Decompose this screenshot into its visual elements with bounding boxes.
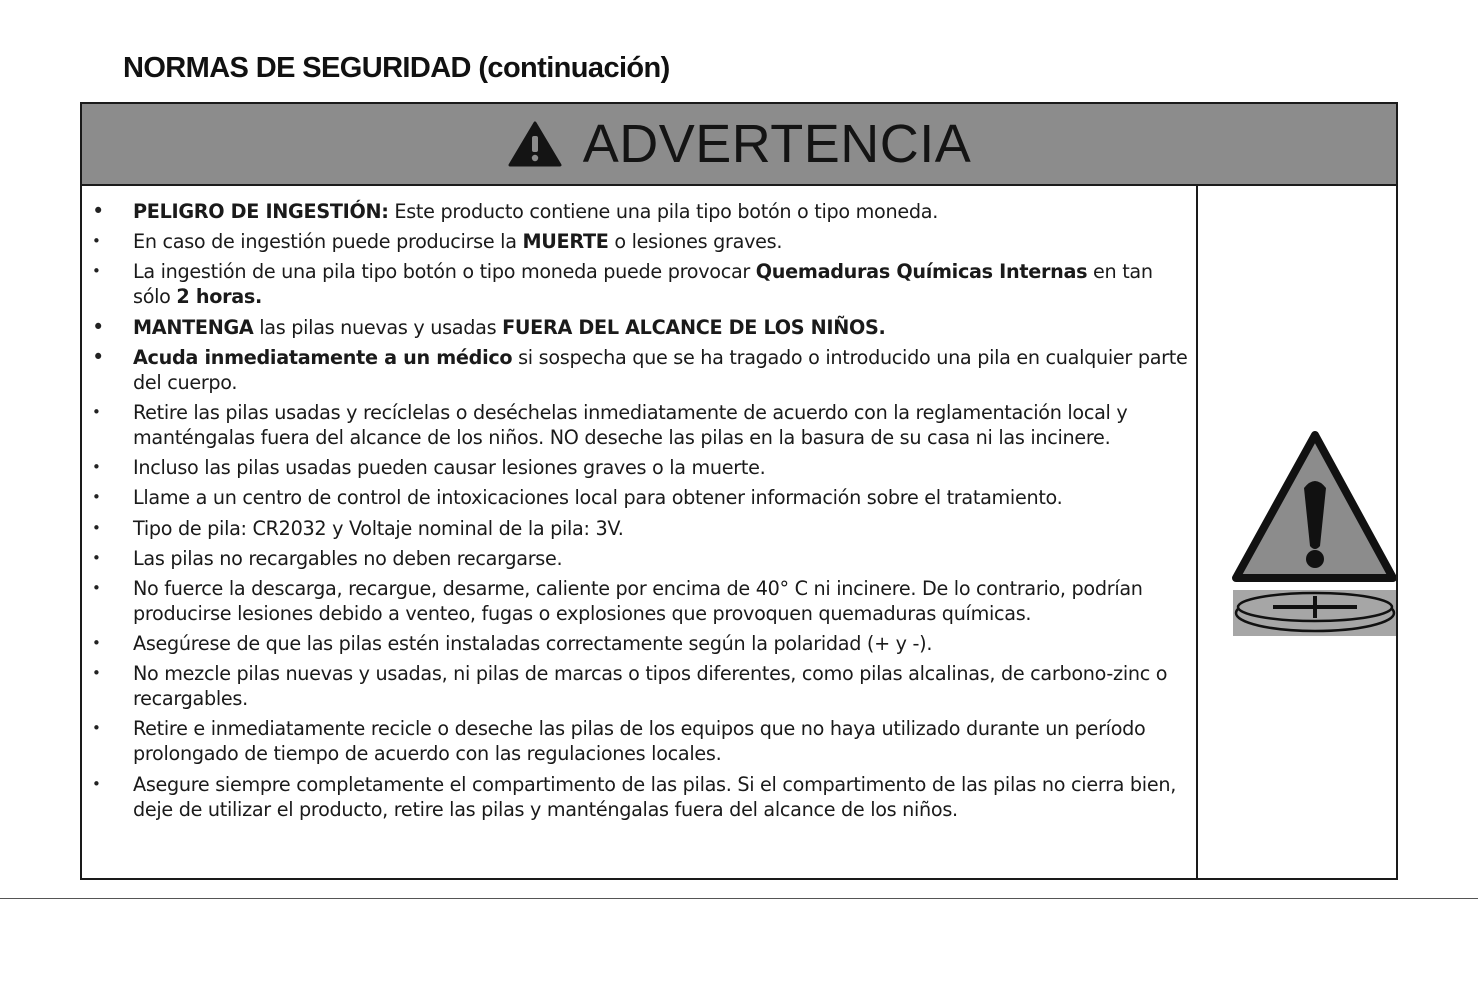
emphasis-text: 2 horas. — [176, 285, 262, 309]
coin-battery-warning-icon — [1198, 186, 1396, 878]
item-text: Tipo de pila: CR2032 y Voltaje nominal de la pila: 3V. — [133, 516, 624, 540]
warning-triangle-icon — [507, 116, 563, 172]
warning-list-item — [82, 259, 1196, 309]
item-text: en tan sólo — [133, 260, 1153, 309]
item-text: No mezcle pilas nuevas y usadas, ni pilas de marcas o tipos diferentes, como pilas alcalinas, de carbono-zinc o recargables. — [133, 662, 1168, 711]
item-text: Llame a un centro de control de intoxicaciones local para obtener información sobre el tratamiento. — [133, 486, 1063, 510]
item-text: o lesiones graves. — [608, 230, 783, 254]
warning-list-item — [82, 716, 1196, 766]
item-text: Asegure siempre completamente el compartimento de las pilas. Si el compartimento de las pilas no cierra bien, deje de utilizar el producto, retire las pilas y manténgalas fuera del alcance de los niños. — [133, 772, 1176, 821]
emphasis-text: MANTENGA — [133, 315, 254, 339]
item-text: Retire e inmediatamente recicle o deseche las pilas de los equipos que no haya utilizado durante un período prolongado de tiempo de acuerdo con las regulaciones locales. — [133, 717, 1146, 766]
page-bottom-rule — [0, 898, 1478, 899]
warning-title: ADVERTENCIA — [582, 114, 972, 174]
warning-list-item — [82, 631, 1196, 656]
warning-list-item — [82, 546, 1196, 571]
warning-list-item — [82, 345, 1196, 395]
item-text: Retire las pilas usadas y recíclelas o deséchelas inmediatamente de acuerdo con la reglamentación local y manténgalas fuera del alcance de los niños. NO deseche las pilas en la basura de su casa ni las incinere. — [133, 400, 1128, 449]
section-title: NORMAS DE SEGURIDAD (continuación) — [123, 52, 670, 84]
item-text: Incluso las pilas usadas pueden causar lesiones graves o la muerte. — [133, 456, 766, 480]
item-text: La ingestión de una pila tipo botón o tipo moneda puede provocar — [133, 260, 756, 284]
warning-list-item — [82, 229, 1196, 254]
warning-list-item — [82, 400, 1196, 450]
emphasis-text: Quemaduras Químicas Internas — [755, 260, 1088, 284]
warning-list-item — [82, 485, 1196, 510]
item-text: las pilas nuevas y usadas — [253, 315, 503, 339]
warning-box — [80, 102, 1398, 880]
warning-list-item — [82, 576, 1196, 626]
warning-list — [82, 186, 1196, 822]
warning-list-item — [82, 772, 1196, 822]
item-text: Asegúrese de que las pilas estén instaladas correctamente según la polaridad (+ y -). — [133, 632, 933, 656]
item-text: No fuerce la descarga, recargue, desarme, caliente por encima de 40° C ni incinere. De lo contrario, podrían producirse lesiones debido a venteo, fugas o explosiones que provoquen quemaduras químicas. — [133, 576, 1143, 625]
emphasis-text: MUERTE — [522, 230, 609, 254]
emphasis-text: PELIGRO DE INGESTIÓN: — [133, 200, 389, 223]
item-text: Este producto contiene una pila tipo botón o tipo moneda. — [388, 200, 938, 223]
item-text: si sospecha que se ha tragado o introducido una pila en cualquier parte del cuerpo. — [133, 345, 1188, 394]
emphasis-text: Acuda inmediatamente a un médico — [133, 345, 513, 369]
warning-content — [82, 186, 1198, 878]
warning-list-item — [82, 516, 1196, 541]
warning-list-item — [82, 661, 1196, 711]
item-text: En caso de ingestión puede producirse la — [133, 230, 523, 254]
emphasis-text: FUERA DEL ALCANCE DE LOS NIÑOS. — [502, 315, 886, 339]
warning-list-item — [82, 199, 1196, 224]
warning-header — [82, 104, 1396, 186]
warning-list-item — [82, 315, 1196, 340]
warning-list-item — [82, 455, 1196, 480]
item-text: Las pilas no recargables no deben recargarse. — [133, 546, 563, 570]
